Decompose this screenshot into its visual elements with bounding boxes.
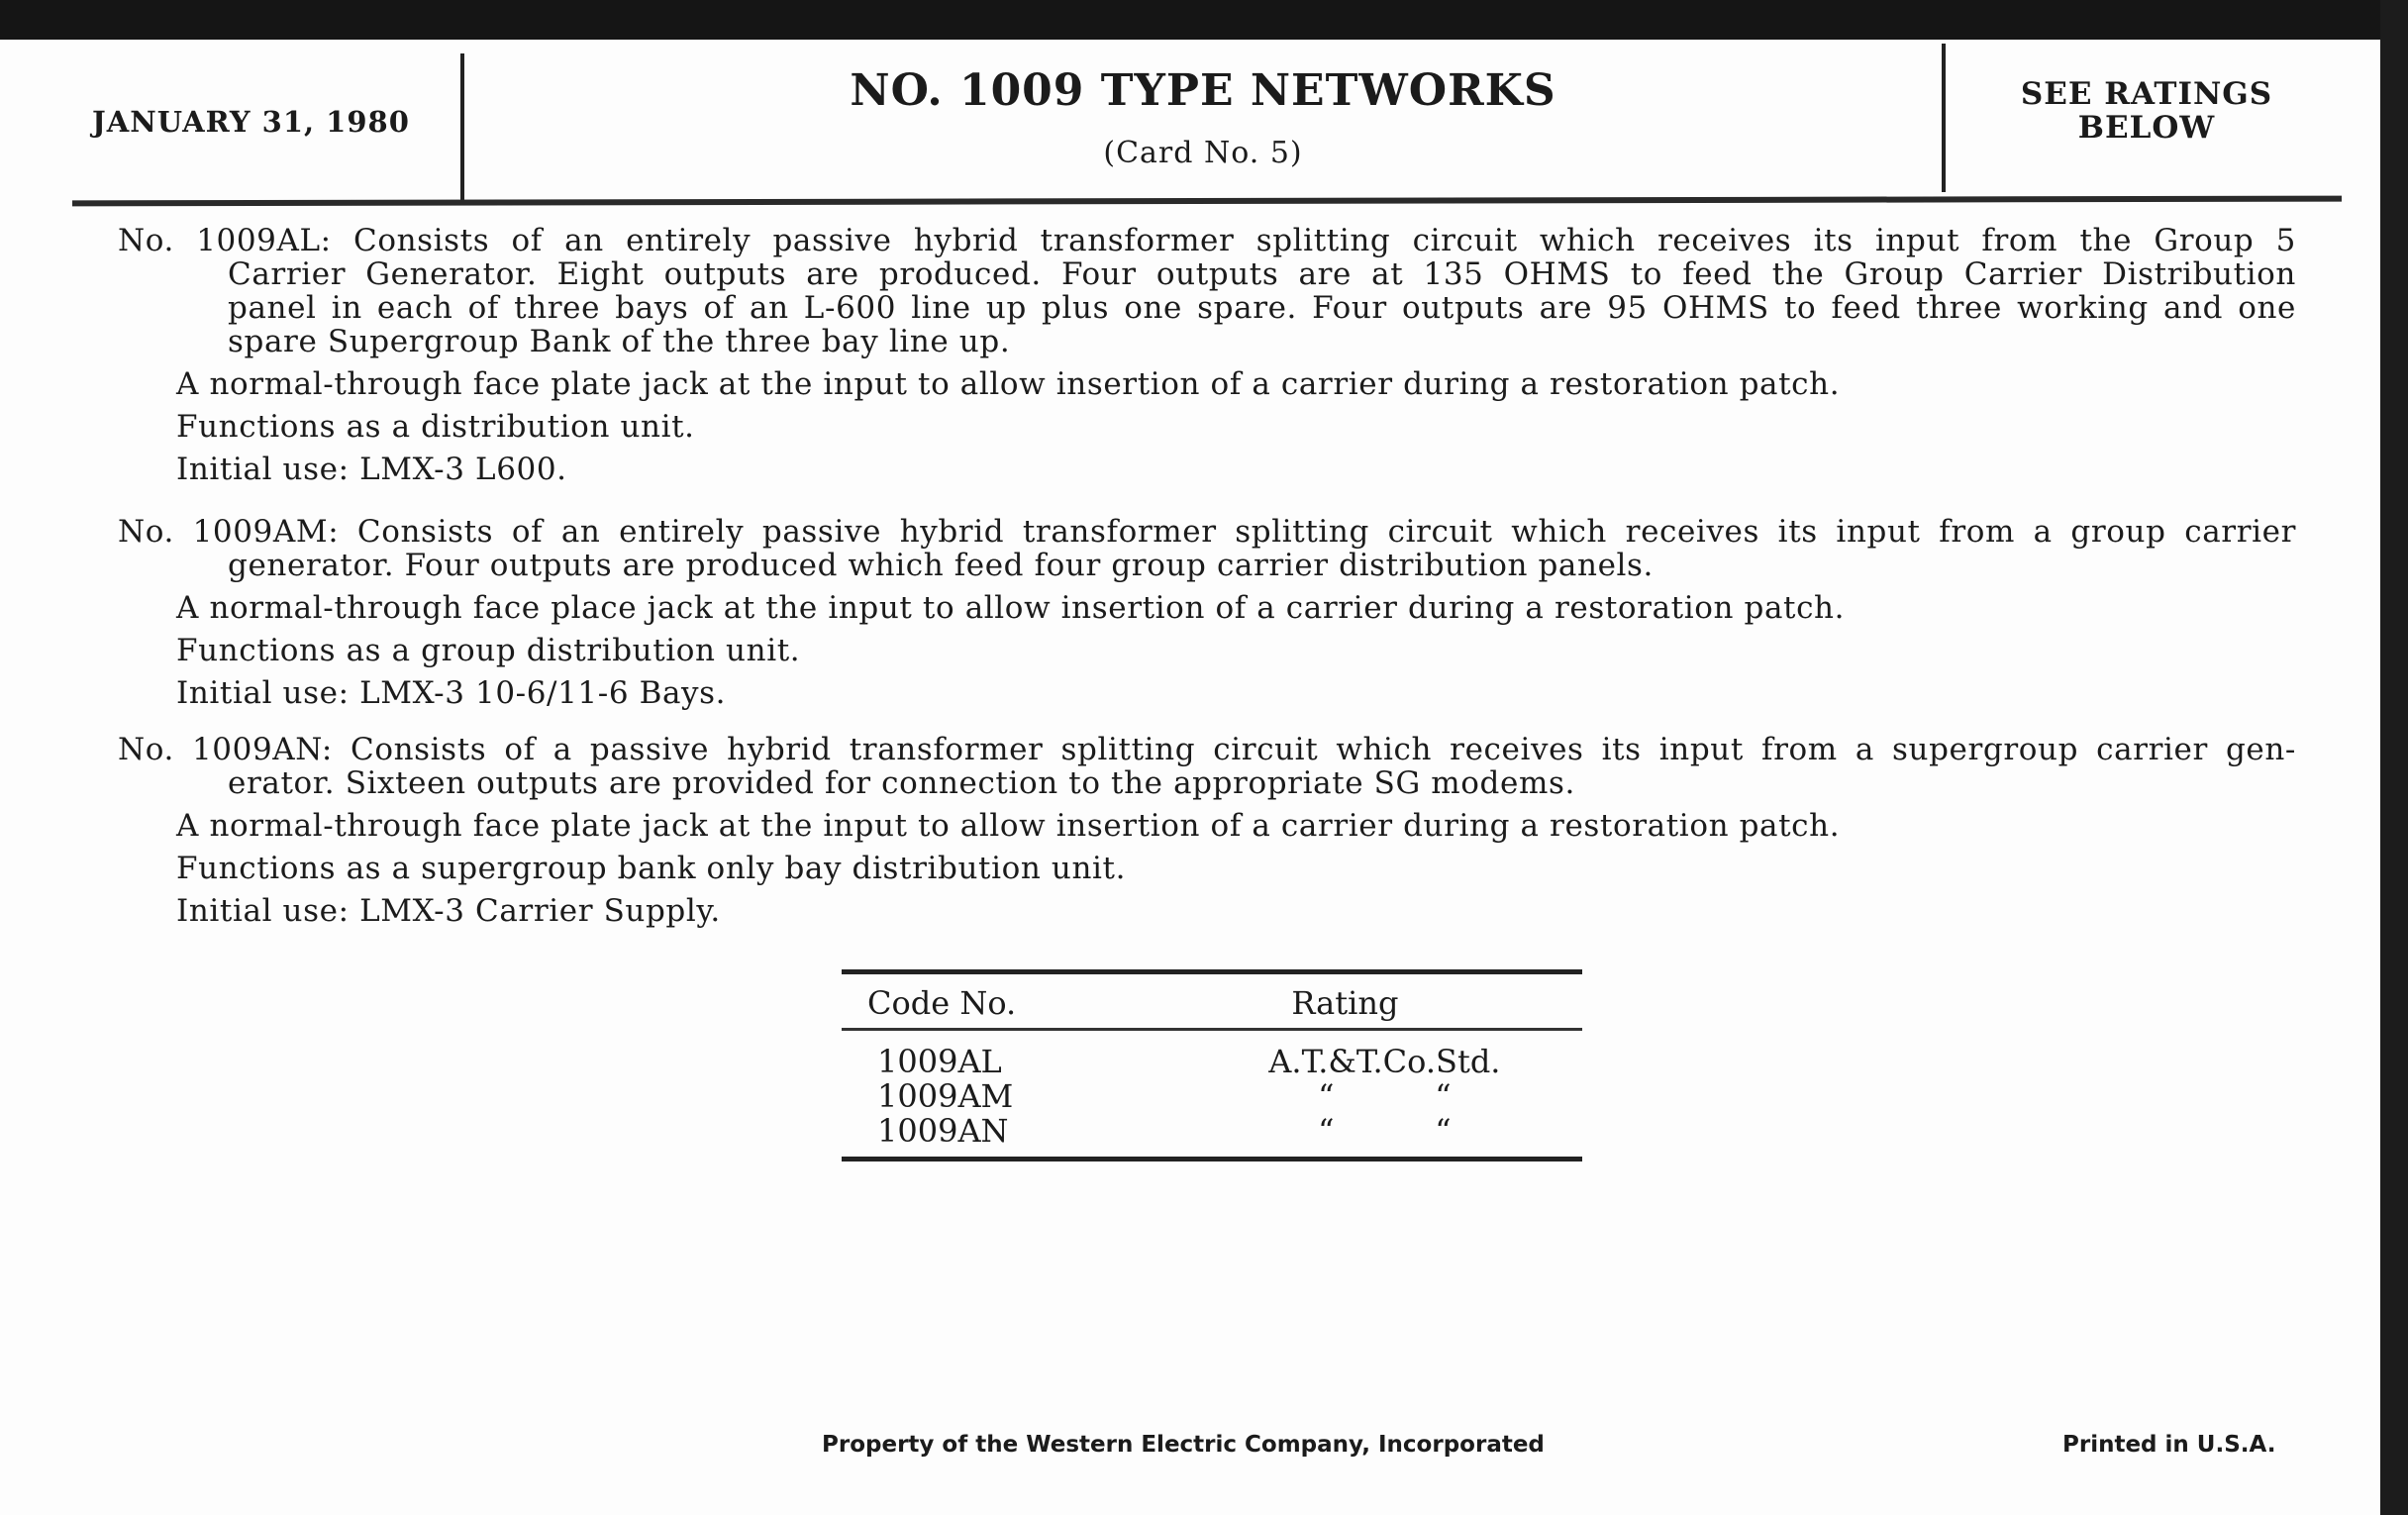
entry-note: Initial use: LMX-3 Carrier Supply. bbox=[176, 893, 721, 929]
entry-note: Initial use: LMX-3 L600. bbox=[176, 452, 567, 487]
entry-line: generator. Four outputs are produced which feed four group carrier distribution panels. bbox=[228, 548, 1654, 583]
entry-line: panel in each of three bays of an L-600 line up plus one spare. Four outputs are 95 OHMS to feed three working and one bbox=[228, 290, 2296, 326]
property-notice: Property of the Western Electric Company, Incorporated bbox=[822, 1432, 1545, 1458]
table-row bbox=[842, 1114, 1582, 1160]
ratings-note-line: SEE RATINGS bbox=[2020, 76, 2273, 112]
printed-notice: Printed in U.S.A. bbox=[2062, 1432, 2276, 1458]
entry-line: No. 1009AM: Consists of an entirely passive hybrid transformer splitting circuit which receives its input from a group carrier bbox=[118, 514, 2296, 550]
scan-border-top bbox=[0, 0, 2408, 40]
ratings-note bbox=[1944, 77, 2350, 145]
code-cell: 1009AN bbox=[842, 1114, 1108, 1160]
header-rule bbox=[72, 196, 2342, 207]
entry-note: Functions as a group distribution unit. bbox=[176, 633, 801, 668]
entry-note: Functions as a supergroup bank only bay distribution unit. bbox=[176, 851, 1127, 886]
table-row bbox=[842, 1079, 1582, 1114]
entry-note: A normal-through face plate jack at the input to allow insertion of a carrier during a restoration patch. bbox=[176, 366, 1841, 402]
entry-line: erator. Sixteen outputs are provided for connection to the appropriate SG modems. bbox=[228, 765, 1575, 801]
entry-1009am bbox=[118, 515, 2296, 715]
entry-note: A normal-through face place jack at the input to allow insertion of a carrier during a restoration patch. bbox=[176, 590, 1846, 626]
issue-date: JANUARY 31, 1980 bbox=[92, 105, 410, 139]
ratings-note-line: BELOW bbox=[2077, 110, 2216, 146]
ratings-table bbox=[842, 969, 1582, 1162]
entry-1009al bbox=[118, 224, 2296, 491]
page-title: NO. 1009 TYPE NETWORKS bbox=[850, 65, 1556, 116]
code-cell: 1009AL bbox=[877, 1043, 1002, 1080]
entry-line: Carrier Generator. Eight outputs are produced. Four outputs are at 135 OHMS to feed the Group Carrier Distribution bbox=[228, 256, 2296, 292]
entry-1009an bbox=[118, 733, 2296, 933]
rating-cell: “ “ bbox=[1318, 1077, 1452, 1115]
entry-note: Initial use: LMX-3 10-6/11-6 Bays. bbox=[176, 675, 727, 711]
entry-line: spare Supergroup Bank of the three bay line up. bbox=[228, 324, 1011, 359]
column-header-rating: Rating bbox=[1108, 972, 1582, 1030]
table-header-row bbox=[842, 972, 1582, 1030]
card-number: (Card No. 5) bbox=[1103, 136, 1303, 170]
column-header-code: Code No. bbox=[842, 972, 1108, 1030]
rating-cell: “ “ bbox=[1108, 1114, 1582, 1160]
table-row bbox=[842, 1030, 1582, 1080]
entry-note: A normal-through face plate jack at the input to allow insertion of a carrier during a restoration patch. bbox=[176, 808, 1841, 844]
entry-line: No. 1009AN: Consists of a passive hybrid transformer splitting circuit which receives its input from a supergroup carrier gen- bbox=[118, 732, 2296, 767]
scan-border-right bbox=[2380, 0, 2408, 1515]
entry-line: No. 1009AL: Consists of an entirely passive hybrid transformer splitting circuit which receives its input from the Group 5 bbox=[118, 223, 2296, 258]
code-cell: 1009AM bbox=[877, 1077, 1014, 1115]
rating-cell: A.T.&T.Co.Std. bbox=[1268, 1043, 1501, 1080]
entry-note: Functions as a distribution unit. bbox=[176, 409, 695, 445]
